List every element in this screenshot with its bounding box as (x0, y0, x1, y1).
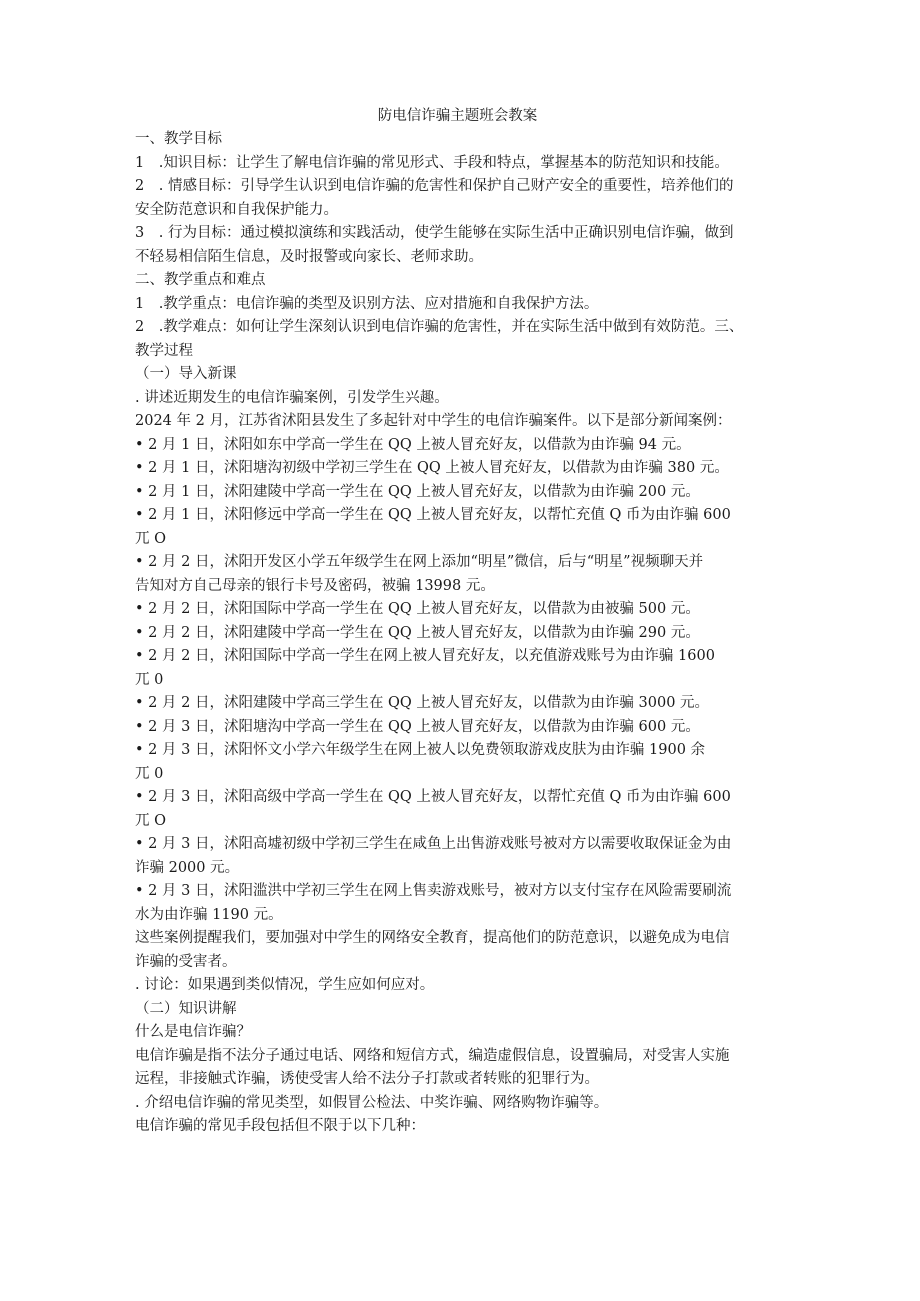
subsection-heading: （一）导入新课 (135, 366, 237, 382)
case-item: • 2 月 3 日，沭阳高墟初级中学初三学生在咸鱼上出售游戏账号被对方以需要收取保证金为由 (135, 836, 732, 852)
list-item: 1 .教学重点：电信诈骗的类型及识别方法、应对措施和自我保护方法。 (135, 295, 599, 312)
case-item: • 2 月 3 日，沭阳怀文小学六年级学生在网上被人以免费领取游戏皮肤为由诈骗 1900 余 (135, 742, 706, 758)
list-item: 不轻易相信陌生信息，及时报警或向家长、老师求助。 (135, 248, 483, 265)
document-page (135, 104, 780, 1139)
case-item: • 2 月 2 日，沭阳国际中学高一学生在 QQ 上被人冒充好友，以借款为由被骗 500 元。 (135, 601, 700, 617)
section-heading: 教学过程 (135, 342, 193, 359)
case-item: 水为由诈骗 1190 元。 (135, 906, 283, 923)
paragraph-line: . 讲述近期发生的电信诈骗案例，引发学生兴趣。 (135, 389, 449, 406)
list-item: 2 . 情感目标：引导学生认识到电信诈骗的危害性和保护自己财产安全的重要性，培养他们的 (135, 178, 734, 194)
paragraph-line: 2024 年 2 月，江苏省沭阳县发生了多起针对中学生的电信诈骗案件。以下是部分新闻案例： (135, 413, 732, 429)
paragraph-line: . 讨论：如果遇到类似情况，学生应如何应对。 (135, 977, 435, 993)
case-item: 告知对方自己母亲的银行卡号及密码，被骗 13998 元。 (135, 577, 495, 594)
list-item: 安全防范意识和自我保护能力。 (135, 201, 338, 218)
case-item: • 2 月 3 日，沭阳塘沟中学高一学生在 QQ 上被人冒充好友，以借款为由诈骗 600 元。 (135, 718, 700, 735)
case-item: • 2 月 3 日，沭阳滥洪中学初三学生在网上售卖游戏账号，被对方以支付宝存在风险需要刷流 (135, 883, 732, 899)
paragraph-line: 远程，非接触式诈骗，诱使受害人给不法分子打款或者转账的犯罪行为。 (135, 1071, 599, 1087)
case-item: • 2 月 1 日，沭阳修远中学高一学生在 QQ 上被人冒充好友，以帮忙充值 Q 币为由诈骗 600 (135, 507, 731, 523)
case-item: 兀 0 (135, 671, 164, 688)
case-item: 兀 0 (135, 765, 164, 782)
case-item: • 2 月 2 日，沭阳建陵中学高一学生在 QQ 上被人冒充好友，以借款为由诈骗 290 元。 (135, 624, 700, 641)
list-item: 3 . 行为目标：通过模拟演练和实践活动，使学生能够在实际生活中正确识别电信诈骗，做到 (135, 225, 734, 241)
document-body (135, 128, 780, 1139)
paragraph-line: 这些案例提醒我们，要加强对中学生的网络安全教育，提高他们的防范意识，以避免成为电信 (135, 930, 730, 946)
case-item: • 2 月 1 日，沭阳塘沟初级中学初三学生在 QQ 上被人冒充好友，以借款为由诈骗 380 元。 (135, 460, 729, 476)
section-heading: 一、教学目标 (135, 131, 222, 147)
case-item: 兀 O (135, 530, 166, 547)
paragraph-line: 电信诈骗的常见手段包括但不限于以下几种： (135, 1118, 425, 1134)
case-item: • 2 月 2 日，沭阳国际中学高一学生在网上被人冒充好友，以充值游戏账号为由诈骗 1600 (135, 648, 715, 664)
case-item: • 2 月 2 日，沭阳建陵中学高三学生在 QQ 上被人冒充好友，以借款为由诈骗 3000 元。 (135, 695, 710, 711)
list-item: 1 .知识目标：让学生了解电信诈骗的常见形式、手段和特点，掌握基本的防范知识和技能。 (135, 154, 729, 171)
list-item: 2 .教学难点：如何让学生深刻认识到电信诈骗的危害性，并在实际生活中做到有效防范。三、 (135, 319, 744, 335)
page-title: 防电信诈骗主题班会教案 (377, 108, 538, 124)
paragraph-line: . 介绍电信诈骗的常见类型，如假冒公检法、中奖诈骗、网络购物诈骗等。 (135, 1094, 609, 1111)
case-item: • 2 月 1 日，沭阳如东中学高一学生在 QQ 上被人冒充好友，以借款为由诈骗 94 元。 (135, 436, 691, 453)
paragraph-line: 诈骗的受害者。 (135, 953, 237, 970)
case-item: • 2 月 3 日，沭阳高级中学高一学生在 QQ 上被人冒充好友，以帮忙充值 Q 币为由诈骗 600 (135, 789, 731, 805)
subsection-heading: （二）知识讲解 (135, 1000, 237, 1017)
case-item: • 2 月 2 日，沭阳开发区小学五年级学生在网上添加“明星”微信，后与“明星”视频聊天并 (135, 554, 704, 570)
paragraph-line: 什么是电信诈骗？ (135, 1024, 251, 1040)
section-heading: 二、教学重点和难点 (135, 272, 266, 288)
paragraph-line: 电信诈骗是指不法分子通过电话、网络和短信方式，编造虚假信息，设置骗局，对受害人实施 (135, 1047, 730, 1064)
case-item: • 2 月 1 日，沭阳建陵中学高一学生在 QQ 上被人冒充好友，以借款为由诈骗 200 元。 (135, 483, 700, 500)
case-item: 诈骗 2000 元。 (135, 859, 240, 876)
case-item: 兀 O (135, 812, 166, 829)
